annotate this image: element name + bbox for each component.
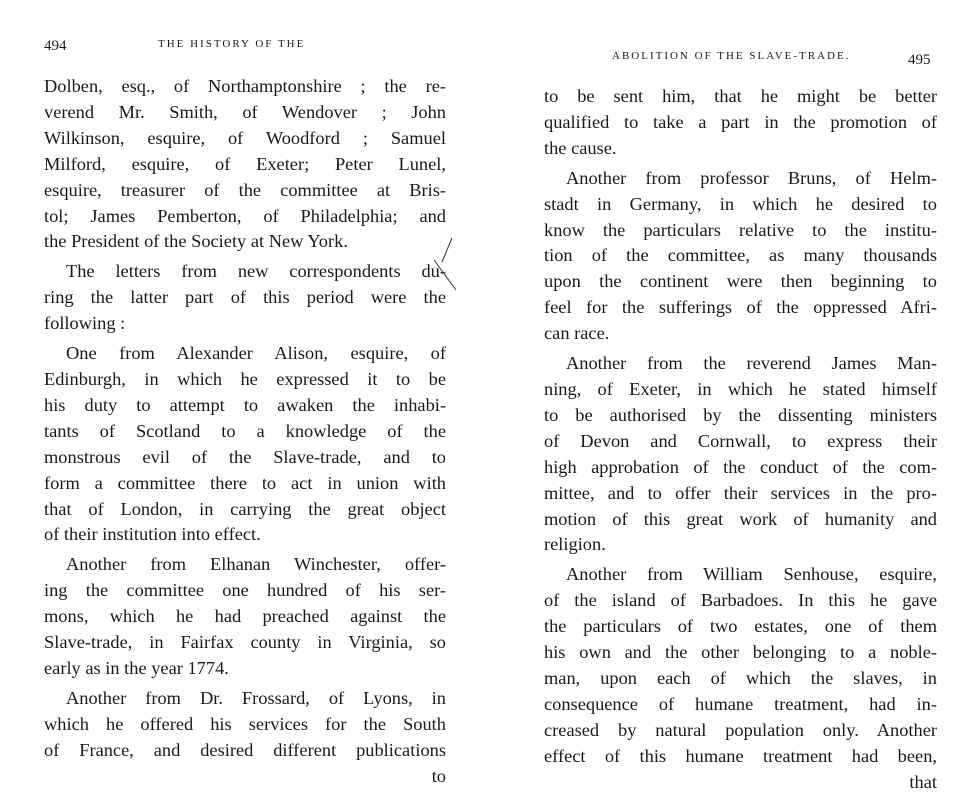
text-line: form a committee there to act in union with [44,472,446,493]
text-line: that of London, in carrying the great object [44,498,446,519]
text-line: of France, and desired different publications [44,739,446,760]
text-line: religion. [544,534,606,555]
text-line: ring the latter part of this period were the [44,287,446,308]
text-line: tants of Scotland to a knowledge of the [44,420,446,441]
right-page [490,0,980,805]
text-line: monstrous evil of the Slave-trade, and to [44,446,446,467]
text-line: ning, of Exeter, in which he stated himself [544,378,937,399]
text-line: Milford, esquire, of Exeter; Peter Lunel, [44,153,446,174]
text-line: tion of the committee, as many thousands [544,245,937,266]
left-page-number: 494 [44,38,67,54]
pencil-mark-icon [428,232,458,292]
text-line: early as in the year 1774. [44,657,229,678]
left-page-body [44,74,446,789]
text-line: ing the committee one hundred of his ser- [44,580,446,601]
text-line: that [909,771,937,792]
right-page-number: 495 [908,52,931,68]
text-line: The letters from new correspondents du- [66,261,446,282]
text-line: to be authorised by the dissenting ministers [544,404,937,425]
text-line: the President of the Society at New York. [44,231,348,252]
text-line: Dolben, esq., of Northamptonshire ; the re- [44,76,446,96]
text-line: of the island of Barbadoes. In this he gave [544,590,937,611]
text-line: effect of this humane treatment had been, [544,745,937,766]
text-line: One from Alexander Alison, esquire, of [66,343,446,364]
text-line: the cause. [544,137,617,158]
text-line: motion of this great work of humanity and [544,508,937,529]
text-line: creased by natural population only. Another [544,719,937,740]
text-line: consequence of humane treatment, had in- [544,693,937,714]
text-line: of Devon and Cornwall, to express their [544,430,937,451]
text-line: mittee, and to offer their services in the pro- [544,482,937,503]
text-line: Edinburgh, in which he expressed it to be [44,368,446,389]
left-running-head: THE HISTORY OF THE [158,38,306,50]
text-line: esquire, treasurer of the committee at Bris- [44,179,446,200]
right-page-body [544,84,937,795]
text-line: the particulars of two estates, one of them [544,616,937,637]
text-line: which he offered his services for the South [44,713,446,734]
text-line: mons, which he had preached against the [44,606,446,627]
text-line: man, upon each of which the slaves, in [544,667,937,688]
text-line: can race. [544,323,610,344]
text-line: his own and the other belonging to a noble- [544,642,937,663]
text-line: Another from the reverend James Man- [566,353,937,374]
right-running-head: ABOLITION OF THE SLAVE-TRADE. [612,50,851,62]
text-line: high approbation of the conduct of the com- [544,456,937,477]
text-line: Slave-trade, in Fairfax county in Virginia, so [44,632,446,653]
text-line: stadt in Germany, in which he desired to [544,193,937,214]
text-line: tol; James Pemberton, of Philadelphia; and [44,205,446,226]
text-line: his duty to attempt to awaken the inhabi- [44,394,446,415]
text-line: Wilkinson, esquire, of Woodford ; Samuel [44,127,446,148]
text-line: Another from Dr. Frossard, of Lyons, in [66,687,446,708]
text-line: know the particulars relative to the institu- [544,219,937,240]
text-line: of their institution into effect. [44,524,261,545]
text-line: to be sent him, that he might be better [544,86,937,106]
text-line: Another from William Senhouse, esquire, [566,564,937,585]
text-line: following : [44,313,126,334]
text-line: Another from professor Bruns, of Helm- [566,167,937,188]
text-line: verend Mr. Smith, of Wendover ; John [44,101,446,122]
text-line: upon the continent were then beginning to [544,271,937,292]
text-line: feel for the sufferings of the oppressed Afri- [544,297,937,318]
text-line: Another from Elhanan Winchester, offer- [66,554,446,575]
text-line: qualified to take a part in the promotion of [544,111,937,132]
text-line: to [431,765,446,786]
